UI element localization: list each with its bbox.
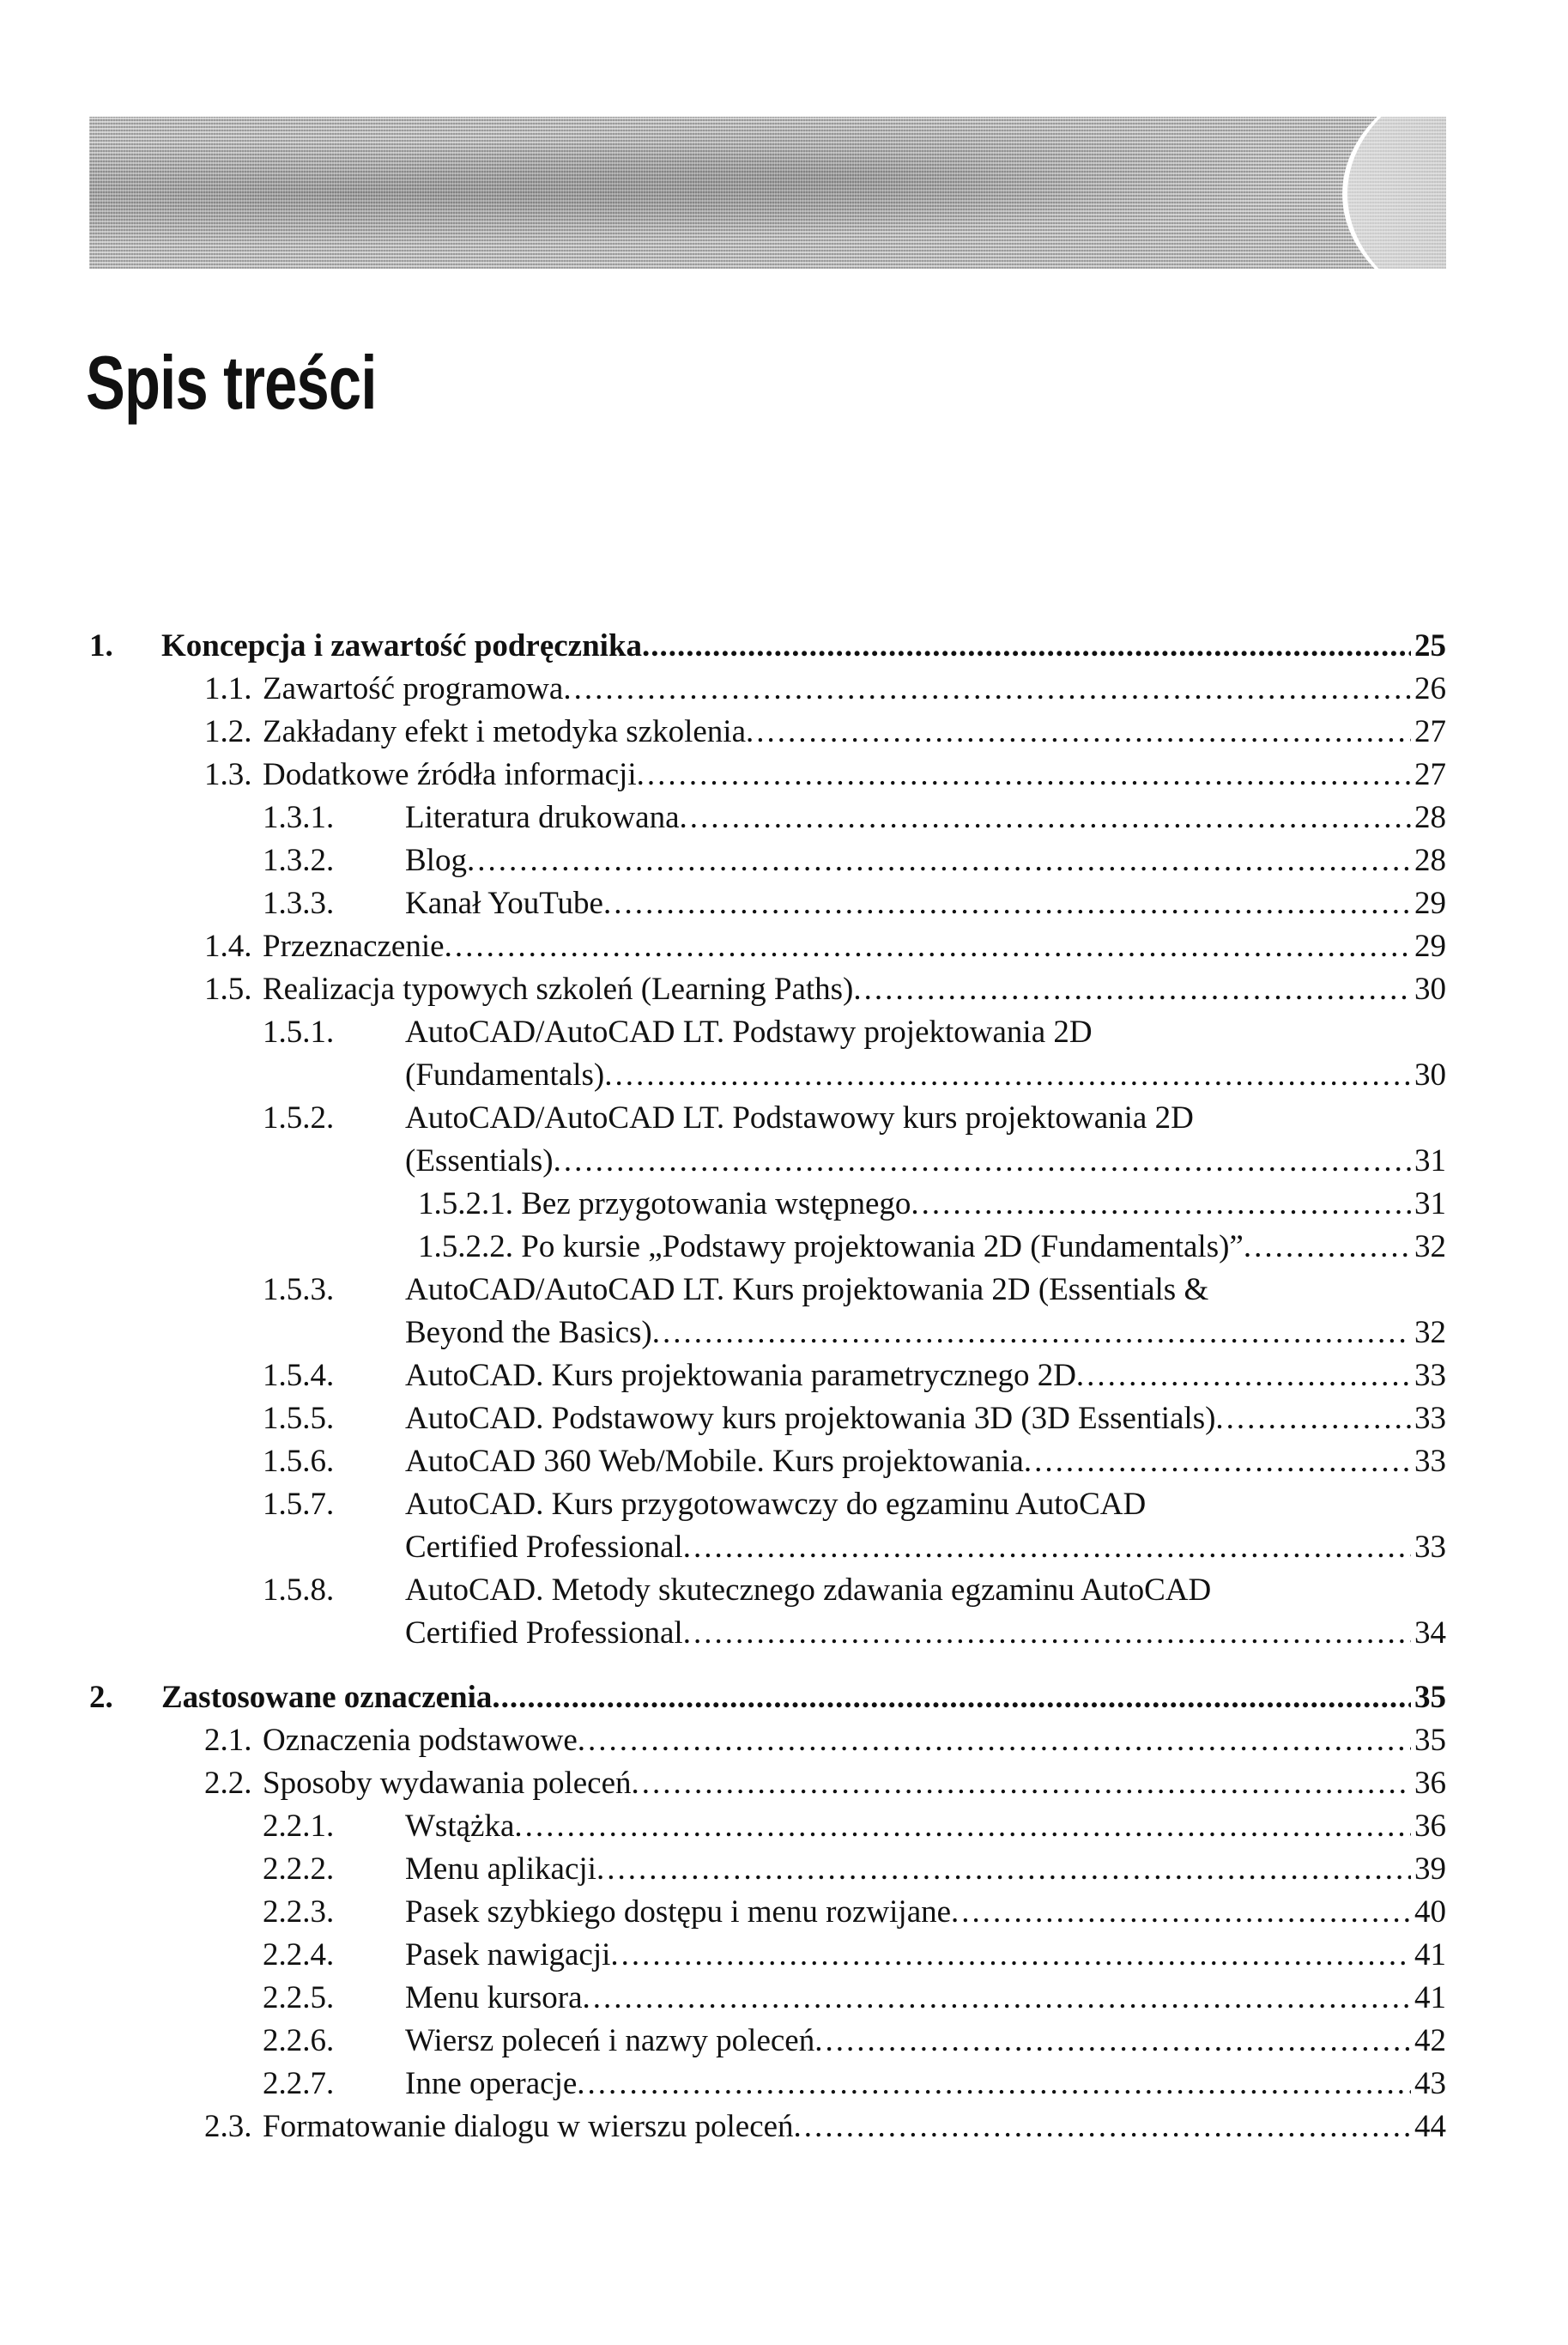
- toc-entry-title: AutoCAD. Metody skutecznego zdawania egzaminu AutoCAD: [405, 1572, 1212, 1608]
- toc-entry-title: AutoCAD. Podstawowy kurs projektowania 3D (3D Essentials): [405, 1401, 1216, 1436]
- header-banner-image: [89, 117, 1446, 269]
- toc-entry-title: AutoCAD/AutoCAD LT. Kurs projektowania 2D (Essentials &: [405, 1272, 1209, 1307]
- toc-entry-number: 2.2.1.: [263, 1809, 335, 1844]
- toc-entry-number: 2.: [89, 1680, 113, 1715]
- toc-entry[interactable]: [89, 882, 1446, 925]
- toc-entry-number: 1.: [89, 628, 113, 664]
- dot-leader: [563, 668, 1411, 711]
- toc-entry-number: 1.5.4.: [263, 1358, 335, 1393]
- banner-arc-decoration: [1342, 117, 1446, 269]
- toc-entry-page: 33: [1414, 1401, 1446, 1436]
- toc-entry-text: [405, 797, 1446, 839]
- toc-entry-page: 42: [1414, 2023, 1446, 2058]
- toc-entry-page: 28: [1414, 800, 1446, 835]
- toc-entry[interactable]: [89, 1848, 1446, 1891]
- dot-leader: [604, 1054, 1411, 1097]
- dot-leader: [578, 1719, 1411, 1762]
- toc-entry-title: AutoCAD/AutoCAD LT. Podstawy projektowania 2D: [405, 1015, 1093, 1050]
- toc-entry-page: 43: [1414, 2066, 1446, 2101]
- toc-entry-number: 1.5.8.: [263, 1572, 335, 1608]
- toc-entry[interactable]: [89, 1762, 1446, 1805]
- dot-leader: [652, 1312, 1411, 1354]
- toc-entry-title: Literatura drukowana: [405, 800, 680, 835]
- toc-entry-page: 25: [1414, 628, 1446, 664]
- toc-entry-number: 2.2.3.: [263, 1894, 335, 1930]
- toc-entry[interactable]: [89, 968, 1446, 1011]
- toc-entry[interactable]: [89, 1977, 1446, 2020]
- toc-entry-title: Zastosowane oznaczenia: [161, 1680, 493, 1715]
- toc-entry-text: [161, 625, 1446, 668]
- toc-entry-text: [405, 1440, 1446, 1483]
- toc-entry-page: 30: [1414, 1057, 1446, 1093]
- toc-entry-continuation: [89, 1612, 1446, 1655]
- table-of-contents: [89, 625, 1446, 2148]
- toc-entry-number: 2.2.5.: [263, 1980, 335, 2015]
- toc-entry-text: [405, 1269, 1446, 1312]
- toc-entry-title: Inne operacje: [405, 2066, 578, 2101]
- toc-entry-page: 29: [1414, 886, 1446, 921]
- dot-leader: [1215, 1397, 1411, 1440]
- toc-entry-number: 1.5.7.: [263, 1487, 335, 1522]
- toc-entry-number: 1.3.1.: [263, 800, 335, 835]
- toc-entry[interactable]: [89, 2063, 1446, 2106]
- dot-leader: [1244, 1226, 1411, 1269]
- toc-entry-text: [405, 1312, 1446, 1354]
- toc-entry-title: AutoCAD 360 Web/Mobile. Kurs projektowania: [405, 1444, 1024, 1479]
- toc-entry-text: [405, 2063, 1446, 2106]
- dot-leader: [642, 625, 1411, 668]
- dot-leader: [1024, 1440, 1411, 1483]
- toc-entry-title: Zakładany efekt i metodyka szkolenia: [263, 714, 747, 749]
- dot-leader: [680, 797, 1412, 839]
- toc-entry-text: [263, 1762, 1446, 1805]
- toc-entry-page: 40: [1414, 1894, 1446, 1930]
- toc-entry-title: Zawartość programowa: [263, 671, 564, 706]
- toc-entry-title: Koncepcja i zawartość podręcznika: [161, 628, 643, 664]
- toc-entry[interactable]: [89, 1483, 1446, 1526]
- dot-leader: [583, 1977, 1411, 2020]
- toc-entry-text: [263, 754, 1446, 797]
- toc-entry-page: 44: [1414, 2109, 1446, 2144]
- toc-entry-title: Wiersz poleceń i nazwy poleceń: [405, 2023, 815, 2058]
- toc-entry-continuation: [89, 1526, 1446, 1569]
- toc-entry[interactable]: [89, 797, 1446, 839]
- toc-entry[interactable]: [89, 2106, 1446, 2148]
- dot-leader: [683, 1526, 1411, 1569]
- toc-entry-number: 1.4.: [204, 929, 252, 964]
- toc-entry-title: Oznaczenia podstawowe: [263, 1723, 578, 1758]
- dot-leader: [951, 1891, 1411, 1934]
- toc-entry-text: [405, 1483, 1446, 1526]
- toc-entry-page: 32: [1414, 1315, 1446, 1350]
- toc-entry-page: 39: [1414, 1851, 1446, 1887]
- toc-entry-text: [405, 1805, 1446, 1848]
- toc-entry[interactable]: [89, 1676, 1446, 1719]
- toc-entry-title-continued: Certified Professional: [405, 1530, 683, 1565]
- toc-entry-continuation: [89, 1312, 1446, 1354]
- dot-leader: [610, 1934, 1411, 1977]
- toc-entry-title: 1.5.2.1. Bez przygotowania wstępnego: [418, 1186, 911, 1221]
- dot-leader: [683, 1612, 1411, 1655]
- toc-entry-text: [161, 1676, 1446, 1719]
- toc-entry-title: Kanał YouTube: [405, 886, 603, 921]
- toc-entry[interactable]: [89, 1805, 1446, 1848]
- toc-entry[interactable]: [89, 668, 1446, 711]
- toc-entry-number: 1.5.: [204, 972, 252, 1007]
- toc-entry-title: Pasek szybkiego dostępu i menu rozwijane: [405, 1894, 952, 1930]
- toc-entry-number: 1.5.2.: [263, 1100, 335, 1136]
- dot-leader: [746, 711, 1411, 754]
- toc-entry-text: [405, 1354, 1446, 1397]
- toc-entry[interactable]: [89, 754, 1446, 797]
- toc-entry-page: 36: [1414, 1766, 1446, 1801]
- toc-entry[interactable]: [89, 2020, 1446, 2063]
- toc-entry-number: 1.2.: [204, 714, 252, 749]
- toc-entry-title: Blog: [405, 843, 467, 878]
- toc-entry-title-continued: (Fundamentals): [405, 1057, 605, 1093]
- dot-leader: [1076, 1354, 1411, 1397]
- toc-entry-page: 29: [1414, 929, 1446, 964]
- dot-leader: [467, 839, 1411, 882]
- toc-entry[interactable]: [89, 1934, 1446, 1977]
- toc-entry-title: Menu aplikacji: [405, 1851, 596, 1887]
- toc-entry-text: [405, 1848, 1446, 1891]
- toc-entry[interactable]: [89, 1226, 1446, 1269]
- toc-entry-title: Pasek nawigacji: [405, 1937, 611, 1972]
- toc-entry-title: Realizacja typowych szkoleń (Learning Paths): [263, 972, 854, 1007]
- toc-entry-title: Formatowanie dialogu w wierszu poleceń: [263, 2109, 794, 2144]
- toc-entry-text: [263, 925, 1446, 968]
- toc-entry[interactable]: [89, 1183, 1446, 1226]
- toc-entry-text: [405, 1891, 1446, 1934]
- toc-entry[interactable]: [89, 925, 1446, 968]
- toc-entry[interactable]: [89, 1440, 1446, 1483]
- toc-entry-page: 35: [1414, 1680, 1446, 1715]
- toc-entry-title: Przeznaczenie: [263, 929, 445, 964]
- dot-leader: [492, 1676, 1411, 1719]
- toc-entry-text: [405, 1977, 1446, 2020]
- toc-entry-number: 2.2.7.: [263, 2066, 335, 2101]
- toc-entry[interactable]: [89, 1719, 1446, 1762]
- toc-entry-title: Dodatkowe źródła informacji: [263, 757, 637, 792]
- toc-entry[interactable]: [89, 1569, 1446, 1612]
- toc-entry-text: [405, 1097, 1446, 1140]
- toc-entry-text: [263, 968, 1446, 1011]
- dot-leader: [853, 968, 1411, 1011]
- toc-entry-title: AutoCAD. Kurs przygotowawczy do egzaminu AutoCAD: [405, 1487, 1147, 1522]
- toc-entry[interactable]: [89, 1269, 1446, 1312]
- dot-leader: [911, 1183, 1411, 1226]
- toc-entry-number: 1.5.1.: [263, 1015, 335, 1050]
- toc-entry-page: 27: [1414, 757, 1446, 792]
- toc-entry-text: [405, 1054, 1446, 1097]
- toc-entry-title-continued: Certified Professional: [405, 1615, 683, 1651]
- toc-entry-text: [418, 1226, 1446, 1269]
- toc-entry-text: [263, 2106, 1446, 2148]
- toc-entry-continuation: [89, 1054, 1446, 1097]
- toc-entry[interactable]: [89, 625, 1446, 668]
- toc-entry-number: 1.3.3.: [263, 886, 335, 921]
- dot-leader: [514, 1805, 1411, 1848]
- toc-entry-page: 35: [1414, 1723, 1446, 1758]
- dot-leader: [577, 2063, 1411, 2106]
- toc-entry-number: 2.1.: [204, 1723, 252, 1758]
- toc-entry-title-continued: Beyond the Basics): [405, 1315, 652, 1350]
- toc-entry[interactable]: [89, 1397, 1446, 1440]
- dot-leader: [632, 1762, 1411, 1805]
- toc-entry-text: [405, 839, 1446, 882]
- toc-entry-title-continued: (Essentials): [405, 1143, 554, 1179]
- toc-entry-number: 1.3.: [204, 757, 252, 792]
- toc-entry-page: 41: [1414, 1937, 1446, 1972]
- dot-leader: [794, 2106, 1411, 2148]
- toc-entry-page: 31: [1414, 1186, 1446, 1221]
- toc-entry[interactable]: [89, 1354, 1446, 1397]
- toc-entry-text: [405, 1934, 1446, 1977]
- toc-entry-text: [263, 1719, 1446, 1762]
- toc-entry-page: 41: [1414, 1980, 1446, 2015]
- toc-entry-number: 1.5.6.: [263, 1444, 335, 1479]
- toc-entry-text: [263, 711, 1446, 754]
- toc-entry-title: AutoCAD. Kurs projektowania parametrycznego 2D: [405, 1358, 1076, 1393]
- toc-entry-text: [418, 1183, 1446, 1226]
- toc-entry[interactable]: [89, 711, 1446, 754]
- toc-entry-text: [405, 1569, 1446, 1612]
- toc-entry-page: 31: [1414, 1143, 1446, 1179]
- toc-entry[interactable]: [89, 1097, 1446, 1140]
- toc-entry-number: 2.2.2.: [263, 1851, 335, 1887]
- toc-entry-title: AutoCAD/AutoCAD LT. Podstawowy kurs projektowania 2D: [405, 1100, 1194, 1136]
- toc-entry-text: [405, 1140, 1446, 1183]
- toc-entry-title: 1.5.2.2. Po kursie „Podstawy projektowania 2D (Fundamentals)”: [418, 1229, 1244, 1264]
- toc-entry[interactable]: [89, 1011, 1446, 1054]
- toc-entry-page: 36: [1414, 1809, 1446, 1844]
- toc-entry-text: [405, 1397, 1446, 1440]
- toc-entry-number: 1.5.3.: [263, 1272, 335, 1307]
- toc-entry[interactable]: [89, 1891, 1446, 1934]
- toc-entry-title: Menu kursora: [405, 1980, 583, 2015]
- toc-entry-page: 33: [1414, 1444, 1446, 1479]
- dot-leader: [603, 882, 1411, 925]
- toc-entry-page: 33: [1414, 1530, 1446, 1565]
- toc-entry-title: Wstążka: [405, 1809, 515, 1844]
- toc-entry-text: [405, 882, 1446, 925]
- toc-entry-title: Sposoby wydawania poleceń: [263, 1766, 632, 1801]
- toc-entry-number: 2.3.: [204, 2109, 252, 2144]
- toc-entry-number: 1.5.5.: [263, 1401, 335, 1436]
- toc-entry-number: 2.2.4.: [263, 1937, 335, 1972]
- toc-entry-page: 32: [1414, 1229, 1446, 1264]
- dot-leader: [637, 754, 1411, 797]
- toc-entry-page: 33: [1414, 1358, 1446, 1393]
- toc-entry-page: 28: [1414, 843, 1446, 878]
- toc-entry-page: 34: [1414, 1615, 1446, 1651]
- toc-entry-number: 1.1.: [204, 671, 252, 706]
- toc-entry-number: 2.2.6.: [263, 2023, 335, 2058]
- toc-entry-page: 26: [1414, 671, 1446, 706]
- toc-entry-text: [405, 2020, 1446, 2063]
- toc-entry-number: 2.2.: [204, 1766, 252, 1801]
- page-title: Spis treści: [86, 340, 377, 425]
- toc-entry-text: [263, 668, 1446, 711]
- toc-entry-text: [405, 1011, 1446, 1054]
- toc-entry-page: 27: [1414, 714, 1446, 749]
- dot-leader: [814, 2020, 1411, 2063]
- dot-leader: [445, 925, 1411, 968]
- dot-leader: [554, 1140, 1411, 1183]
- toc-entry[interactable]: [89, 839, 1446, 882]
- toc-entry-number: 1.3.2.: [263, 843, 335, 878]
- toc-entry-text: [405, 1612, 1446, 1655]
- toc-entry-page: 30: [1414, 972, 1446, 1007]
- toc-entry-continuation: [89, 1140, 1446, 1183]
- toc-entry-text: [405, 1526, 1446, 1569]
- dot-leader: [596, 1848, 1411, 1891]
